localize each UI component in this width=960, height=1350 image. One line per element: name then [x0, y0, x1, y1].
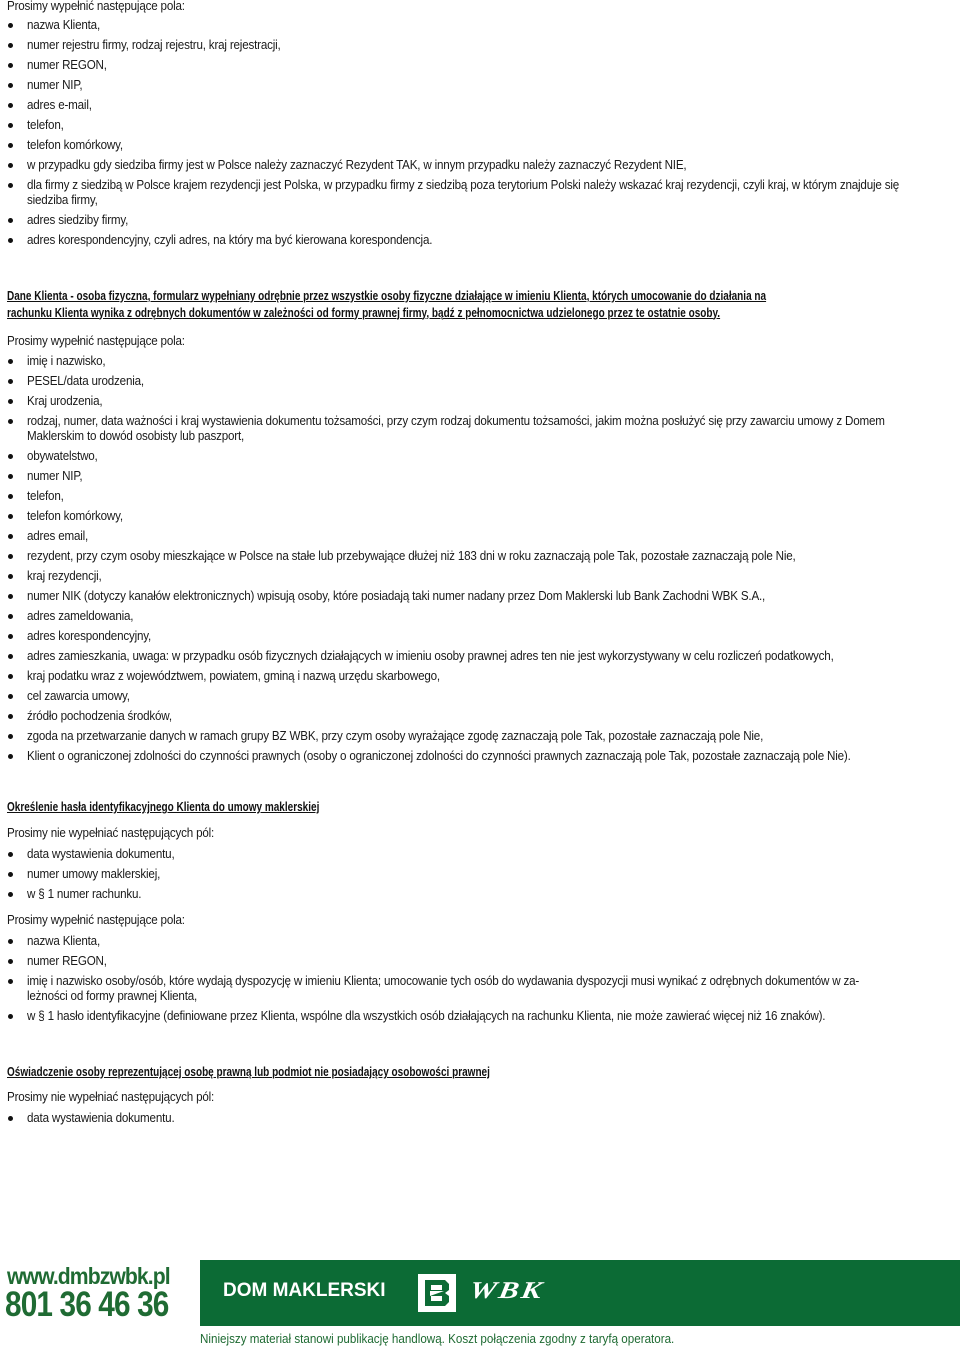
section1-list-item-text: dla firmy z siedzibą w Polsce krajem rezydencji jest Polska, w przypadku firmy z siedzibą poza terytorium Polski należy wskazać kraj rezydencji, czyli kraj, w którym znajduje się siedziba firmy, [27, 178, 900, 207]
section1-list-item-text: numer REGON, [27, 58, 107, 72]
website-link[interactable]: www.dmbzwbk.pl [7, 1263, 170, 1289]
section2-list-item-text: imię i nazwisko, [27, 354, 106, 368]
section4-list-not-item-text: data wystawienia dokumentu. [27, 1111, 175, 1125]
bzwbk-logo-icon [418, 1274, 456, 1312]
section3-list-not-item-text: numer umowy maklerskiej, [27, 867, 161, 881]
section3-intro-not: Prosimy nie wypełniać następujących pól: [7, 826, 215, 840]
section2-list-item [0, 709, 960, 724]
section1-list-item-text: adres siedziby firmy, [27, 213, 129, 227]
section3-list-item-text: nazwa Klienta, [27, 934, 101, 948]
section2-list-item-text: telefon komórkowy, [27, 509, 123, 523]
section2-list-item-text: kraj rezydencji, [27, 569, 102, 583]
section4-list-not-item [0, 1111, 960, 1126]
section3-heading: Określenie hasła identyfikacyjnego Klienta do umowy maklerskiej [7, 800, 320, 814]
section2-list-item-text: zgoda na przetwarzanie danych w ramach grupy BZ WBK, przy czym osoby wyrażające zgodę zaznaczają pole Tak, pozostałe zaznaczają pole Nie, [27, 729, 764, 743]
section2-list-item-text: numer NIK (dotyczy kanałów elektronicznych) wpisują osoby, które posiadają taki numer nadany przez Dom Maklerski lub Bank Zachodni WBK S.A., [27, 589, 766, 603]
section2-list-item-text: rezydent, przy czym osoby mieszkające w Polsce na stałe lub przebywające dłużej niż 183 dni w roku zaznaczają pole Tak, pozostałe zaznaczają pole Nie, [27, 549, 796, 563]
section1-list-item-text: numer rejestru firmy, rodzaj rejestru, kraj rejestracji, [27, 38, 281, 52]
section3-list-not-item-text: w § 1 numer rachunku. [27, 887, 142, 901]
section2-intro: Prosimy wypełnić następujące pola: [7, 334, 185, 348]
section2-list-item-text: Klient o ograniczonej zdolności do czynności prawnych (osoby o ograniczonej zdolności do czynności prawnych zaznaczają pole Tak, pozostałe zaznaczają pole Nie). [27, 749, 851, 763]
section2-list-item [0, 354, 960, 369]
brand-name: DOM MAKLERSKI [223, 1280, 386, 1301]
section2-list-item-text: adres zameldowania, [27, 609, 134, 623]
section1-list-item-text: telefon, [27, 118, 64, 132]
section3-list-item [0, 954, 960, 969]
section3-intro: Prosimy wypełnić następujące pola: [7, 913, 185, 927]
section2-list-item-text: PESEL/data urodzenia, [27, 374, 144, 388]
section2-list-item [0, 509, 960, 524]
section2-list-item [0, 394, 960, 409]
section1-list-item-text: telefon komórkowy, [27, 138, 123, 152]
section1-list-item [0, 98, 960, 113]
section1-list-item [0, 18, 960, 33]
section2-list-item [0, 414, 960, 444]
section1-list-item-text: adres korespondencyjny, czyli adres, na który ma być kierowana korespondencja. [27, 233, 433, 247]
section3-list-item-text: numer REGON, [27, 954, 107, 968]
section3-list-item-text: w § 1 hasło identyfikacyjne (definiowane przez Klienta, wspólne dla wszystkich osób działających na rachunku Klienta, nie może zawierać więcej niż 16 znaków). [27, 1009, 826, 1023]
section1-list-item [0, 58, 960, 73]
section1-list-item [0, 178, 960, 208]
section2-list-item [0, 529, 960, 544]
section1-list-item [0, 158, 960, 173]
section3-list [0, 934, 960, 1029]
section1-list-item [0, 38, 960, 53]
section2-list-item [0, 589, 960, 604]
section2-list-item [0, 629, 960, 644]
section1-list-item-text: numer NIP, [27, 78, 83, 92]
section1-list [0, 18, 960, 253]
section2-list-item [0, 489, 960, 504]
section3-list-not-item [0, 847, 960, 862]
section3-list-not-item [0, 887, 960, 902]
section2-list-item [0, 469, 960, 484]
section2-list-item [0, 609, 960, 624]
section3-list-item [0, 974, 960, 1004]
section3-list-not [0, 847, 960, 907]
section2-list-item-text: numer NIP, [27, 469, 83, 483]
wbk-logo: WBK [467, 1278, 547, 1304]
section1-list-item-text: nazwa Klienta, [27, 18, 101, 32]
section3-list-item [0, 934, 960, 949]
section2-list-item [0, 569, 960, 584]
section1-list-item [0, 233, 960, 248]
section2-list-item [0, 689, 960, 704]
section2-list-item-text: telefon, [27, 489, 64, 503]
section2-list-item-text: adres email, [27, 529, 89, 543]
footer [0, 1258, 960, 1350]
disclaimer-text: Niniejszy materiał stanowi publikację handlową. Koszt połączenia zgodny z taryfą operatora. [200, 1332, 675, 1346]
section2-list-item-text: Kraj urodzenia, [27, 394, 103, 408]
section2-list [0, 354, 960, 769]
section2-list-item-text: obywatelstwo, [27, 449, 98, 463]
section3-list-item [0, 1009, 960, 1024]
brand-band [200, 1260, 960, 1326]
section3-list-not-item-text: data wystawienia dokumentu, [27, 847, 175, 861]
section2-list-item-text: adres zamieszkania, uwaga: w przypadku osób fizycznych działających w imieniu osoby prawnej adres ten nie jest wykorzystywany w celu rozliczeń podatkowych, [27, 649, 834, 663]
section1-list-item [0, 118, 960, 133]
section2-list-item [0, 549, 960, 564]
section2-list-item [0, 669, 960, 684]
section2-list-item [0, 729, 960, 744]
section2-list-item-text: rodzaj, numer, data ważności i kraj wystawienia dokumentu tożsamości, przy czym rodzaj dokumentu tożsamości, jakim można posłużyć się przy zawarciu umowy z Domem Maklerskim to dowód osobisty lub paszport, [27, 414, 885, 443]
section1-list-item [0, 213, 960, 228]
section1-list-item-text: adres e-mail, [27, 98, 92, 112]
section2-list-item [0, 749, 960, 764]
section2-list-item-text: źródło pochodzenia środków, [27, 709, 172, 723]
section2-list-item-text: kraj podatku wraz z województwem, powiatem, gminą i nazwą urzędu skarbowego, [27, 669, 440, 683]
section4-heading: Oświadczenie osoby reprezentującej osobę prawną lub podmiot nie posiadający osobowości prawnej [7, 1065, 490, 1079]
section3-list-not-item [0, 867, 960, 882]
section1-list-item [0, 138, 960, 153]
section1-list-item [0, 78, 960, 93]
section2-list-item-text: cel zawarcia umowy, [27, 689, 130, 703]
section4-intro-not: Prosimy nie wypełniać następujących pól: [7, 1090, 215, 1104]
section2-list-item [0, 374, 960, 389]
section2-heading: Dane Klienta - osoba fizyczna, formularz wypełniany odrębnie przez wszystkie osoby fizyczne działające w imieniu Klienta, których umocowanie do działania na rachunku Klienta wynika z odrębnych dokumentów w zależności od formy prawnej firmy, bądź z pełnomocnictwa udzielonego przez te ostatnie osoby. [7, 289, 767, 320]
section2-list-item-text: adres korespondencyjny, [27, 629, 152, 643]
section3-list-item-text: imię i nazwisko osoby/osób, które wydają dyspozycję w imieniu Klienta; umocowanie tych osób do wydawania dyspozycji musi wynikać z odrębnych dokumentów w za- leżności od formy prawnej Klienta, [27, 974, 860, 1003]
section1-list-item-text: w przypadku gdy siedziba firmy jest w Polsce należy zaznaczyć Rezydent TAK, w innym przypadku należy zaznaczyć Rezydent NIE, [27, 158, 687, 172]
section2-list-item [0, 449, 960, 464]
phone-number: 801 36 46 36 [5, 1285, 169, 1324]
section4-list-not [0, 1111, 960, 1131]
section1-intro: Prosimy wypełnić następujące pola: [7, 0, 185, 13]
section2-list-item [0, 649, 960, 664]
